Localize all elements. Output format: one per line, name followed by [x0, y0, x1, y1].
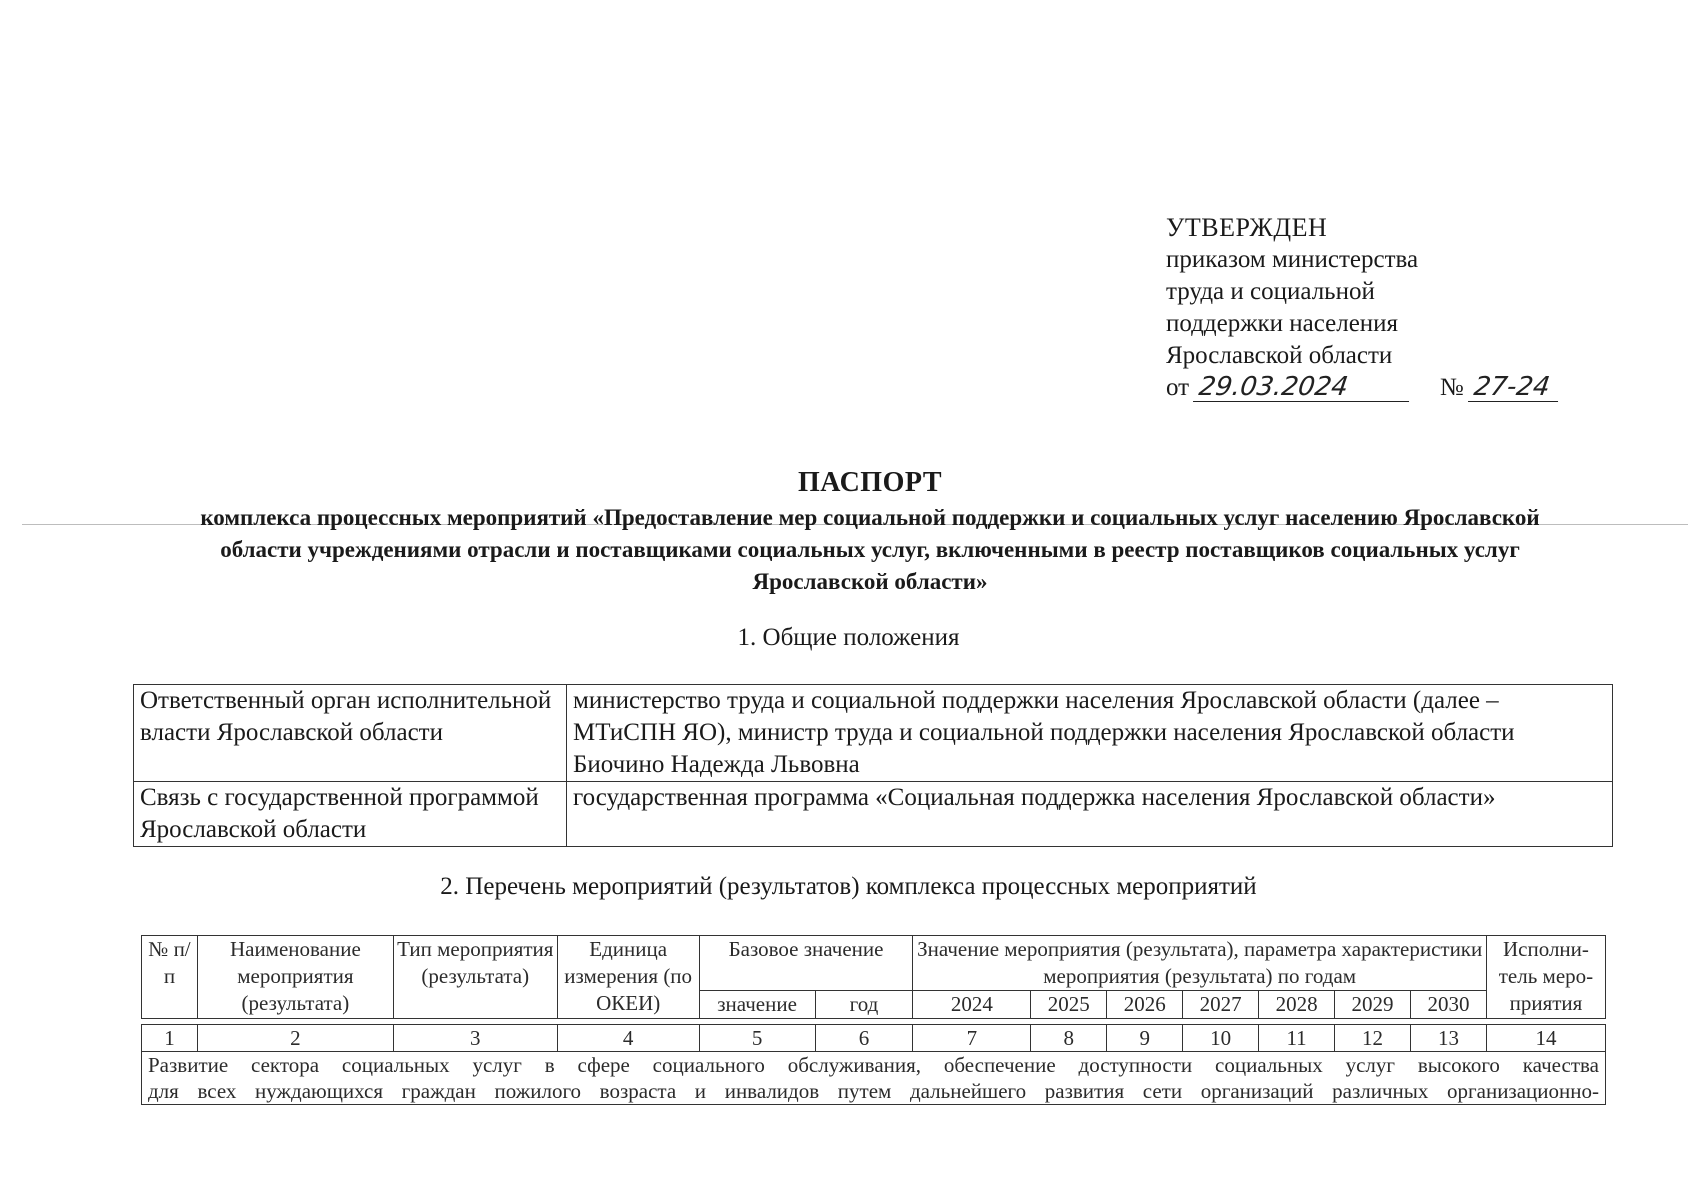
- number-prefix: №: [1439, 374, 1464, 401]
- header-base-value: значение: [699, 991, 815, 1019]
- description-cell: [142, 1052, 1606, 1105]
- approval-heading: УТВЕРЖДЕН: [1166, 213, 1328, 242]
- description-line: Развитие сектора социальных услуг в сфере социального обслуживания, обеспечение доступности социальных услуг высокого качества: [148, 1053, 1599, 1077]
- table-row: [134, 782, 1613, 847]
- column-number: 3: [393, 1025, 557, 1052]
- column-number: 10: [1183, 1025, 1259, 1052]
- column-number: 7: [913, 1025, 1031, 1052]
- header-type: Тип мероприятия (результата): [393, 936, 557, 1019]
- column-number: 11: [1259, 1025, 1335, 1052]
- handwritten-date: 29.03.2024: [1193, 373, 1413, 402]
- handwritten-number: 27-24: [1468, 373, 1562, 402]
- approval-stamp: [1166, 212, 1586, 404]
- approval-line: приказом министерства: [1166, 246, 1419, 273]
- table-row: [134, 685, 1613, 782]
- column-number: 2: [197, 1025, 393, 1052]
- header-name: Наименование мероприятия (результата): [197, 936, 393, 1019]
- row-label: Ответственный орган исполнительной власти Ярославской области: [134, 685, 567, 782]
- approval-date-line: [1166, 372, 1586, 404]
- title-heading: ПАСПОРТ: [797, 467, 942, 498]
- column-number: 9: [1107, 1025, 1183, 1052]
- general-provisions-table: [133, 684, 1613, 847]
- header-year: 2025: [1031, 991, 1107, 1019]
- approval-line: Ярославской области: [1166, 342, 1393, 369]
- header-num: № п/п: [142, 936, 198, 1019]
- header-year: 2028: [1259, 991, 1335, 1019]
- description-line: для всех нуждающихся граждан пожилого возраста и инвалидов путем дальнейшего развития сети организаций различных организационно-: [148, 1079, 1599, 1103]
- header-year: 2027: [1183, 991, 1259, 1019]
- approval-line: труда и социальной: [1166, 278, 1375, 305]
- header-base-year: год: [815, 991, 913, 1019]
- column-number: 5: [699, 1025, 815, 1052]
- column-number: 1: [142, 1025, 198, 1052]
- section2-heading: 2. Перечень мероприятий (результатов) комплекса процессных мероприятий: [440, 873, 1257, 900]
- approval-line: поддержки населения: [1166, 310, 1399, 337]
- column-number: 6: [815, 1025, 913, 1052]
- row-value: государственная программа «Социальная поддержка населения Ярославской области»: [567, 782, 1613, 847]
- column-number: 14: [1486, 1025, 1605, 1052]
- header-by-years: Значение мероприятия (результата), параметра характеристики мероприятия (результата) по годам: [913, 936, 1486, 991]
- date-prefix: от: [1166, 374, 1190, 401]
- column-number: 4: [557, 1025, 699, 1052]
- row-label: Связь с государственной программой Ярославской области: [134, 782, 567, 847]
- header-year: 2030: [1410, 991, 1486, 1019]
- description-row: [142, 1052, 1606, 1105]
- column-number-row: [142, 1025, 1606, 1052]
- row-value: министерство труда и социальной поддержки населения Ярославской области (далее – МТиСПН ЯО), министр труда и социальной поддержки населения Ярославской области Биочино Надежда Львовна: [567, 685, 1613, 782]
- header-year: 2029: [1335, 991, 1411, 1019]
- title-subtitle: комплекса процессных мероприятий «Предоставление мер социальной поддержки и социальных услуг населению Ярославской области учреждениями отрасли и поставщиками социальных услуг, включенными в реестр поставщиков социальных услуг Ярославской области»: [200, 505, 1540, 594]
- header-year: 2026: [1107, 991, 1183, 1019]
- header-year: 2024: [913, 991, 1031, 1019]
- column-number: 12: [1335, 1025, 1411, 1052]
- header-executor: Исполни-тель меро-приятия: [1486, 936, 1605, 1019]
- section1-heading: 1. Общие положения: [737, 624, 960, 651]
- measures-table: [141, 935, 1606, 1105]
- header-base: Базовое значение: [699, 936, 913, 991]
- header-unit: Единица измерения (по ОКЕИ): [557, 936, 699, 1019]
- column-number: 8: [1031, 1025, 1107, 1052]
- header-row: [142, 936, 1606, 991]
- column-number: 13: [1410, 1025, 1486, 1052]
- document-title: [130, 466, 1610, 598]
